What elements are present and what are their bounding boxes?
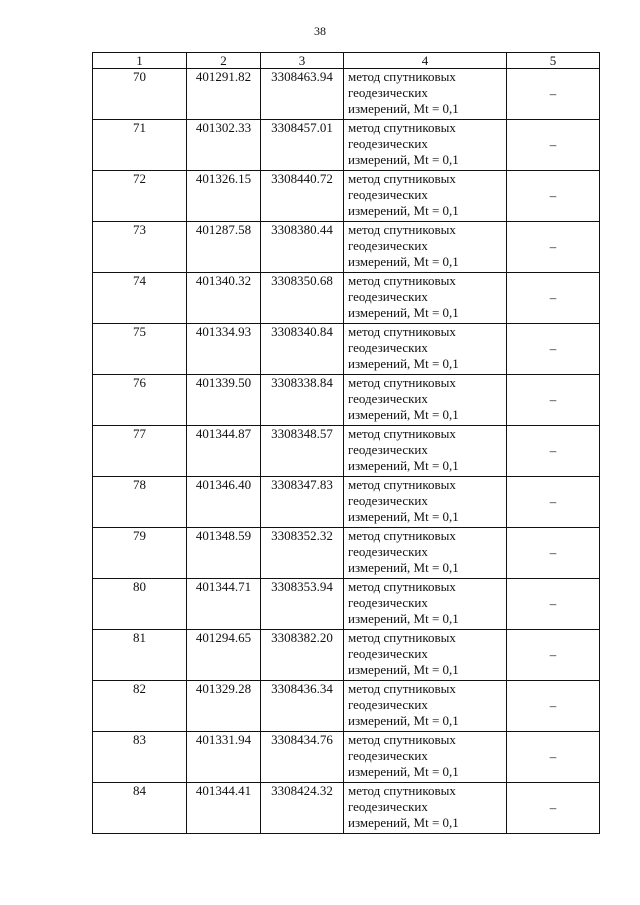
point-number: 73 (93, 222, 187, 273)
table-row (93, 69, 600, 120)
method-line: измерений, Mt = 0,1 (348, 407, 459, 422)
x-coordinate: 401326.15 (187, 171, 261, 222)
column-header: 1 (93, 53, 187, 69)
method-cell (344, 171, 507, 222)
method-line: геодезических (348, 595, 428, 610)
method-line: геодезических (348, 391, 428, 406)
method-cell (344, 783, 507, 834)
method-cell (344, 324, 507, 375)
x-coordinate: 401331.94 (187, 732, 261, 783)
coordinates-table (92, 52, 600, 834)
method-line: метод спутниковых (348, 630, 456, 645)
y-coordinate: 3308463.94 (261, 69, 344, 120)
method-line: геодезических (348, 544, 428, 559)
method-cell (344, 630, 507, 681)
y-coordinate: 3308350.68 (261, 273, 344, 324)
x-coordinate: 401344.87 (187, 426, 261, 477)
note-cell: – (507, 69, 600, 120)
method-line: геодезических (348, 799, 428, 814)
x-coordinate: 401329.28 (187, 681, 261, 732)
point-number: 80 (93, 579, 187, 630)
point-number: 78 (93, 477, 187, 528)
x-coordinate: 401344.71 (187, 579, 261, 630)
y-coordinate: 3308338.84 (261, 375, 344, 426)
method-line: метод спутниковых (348, 120, 456, 135)
point-number: 83 (93, 732, 187, 783)
method-line: измерений, Mt = 0,1 (348, 509, 459, 524)
method-line: геодезических (348, 748, 428, 763)
method-cell (344, 120, 507, 171)
table-row (93, 528, 600, 579)
method-line: измерений, Mt = 0,1 (348, 203, 459, 218)
method-line: геодезических (348, 442, 428, 457)
method-cell (344, 732, 507, 783)
method-line: метод спутниковых (348, 528, 456, 543)
method-line: метод спутниковых (348, 426, 456, 441)
method-line: метод спутниковых (348, 681, 456, 696)
method-line: геодезических (348, 187, 428, 202)
method-line: метод спутниковых (348, 783, 456, 798)
point-number: 81 (93, 630, 187, 681)
table-row (93, 630, 600, 681)
table-row (93, 783, 600, 834)
note-cell: – (507, 120, 600, 171)
method-line: метод спутниковых (348, 273, 456, 288)
point-number: 76 (93, 375, 187, 426)
point-number: 82 (93, 681, 187, 732)
point-number: 70 (93, 69, 187, 120)
y-coordinate: 3308353.94 (261, 579, 344, 630)
table-row (93, 375, 600, 426)
table-row (93, 477, 600, 528)
note-cell: – (507, 171, 600, 222)
point-number: 71 (93, 120, 187, 171)
note-cell: – (507, 783, 600, 834)
x-coordinate: 401294.65 (187, 630, 261, 681)
method-line: метод спутниковых (348, 324, 456, 339)
column-header: 5 (507, 53, 600, 69)
note-cell: – (507, 732, 600, 783)
header-row (93, 53, 600, 69)
method-line: геодезических (348, 697, 428, 712)
x-coordinate: 401287.58 (187, 222, 261, 273)
note-cell: – (507, 222, 600, 273)
method-line: геодезических (348, 85, 428, 100)
method-line: измерений, Mt = 0,1 (348, 815, 459, 830)
column-header: 2 (187, 53, 261, 69)
method-line: метод спутниковых (348, 732, 456, 747)
y-coordinate: 3308424.32 (261, 783, 344, 834)
method-cell (344, 375, 507, 426)
y-coordinate: 3308352.32 (261, 528, 344, 579)
method-line: измерений, Mt = 0,1 (348, 101, 459, 116)
method-line: геодезических (348, 646, 428, 661)
x-coordinate: 401291.82 (187, 69, 261, 120)
method-line: измерений, Mt = 0,1 (348, 152, 459, 167)
table-row (93, 171, 600, 222)
x-coordinate: 401302.33 (187, 120, 261, 171)
method-line: измерений, Mt = 0,1 (348, 458, 459, 473)
column-header: 3 (261, 53, 344, 69)
y-coordinate: 3308340.84 (261, 324, 344, 375)
method-line: метод спутниковых (348, 375, 456, 390)
point-number: 72 (93, 171, 187, 222)
method-cell (344, 681, 507, 732)
note-cell: – (507, 273, 600, 324)
x-coordinate: 401344.41 (187, 783, 261, 834)
y-coordinate: 3308440.72 (261, 171, 344, 222)
table-row (93, 273, 600, 324)
y-coordinate: 3308434.76 (261, 732, 344, 783)
table-row (93, 681, 600, 732)
y-coordinate: 3308348.57 (261, 426, 344, 477)
x-coordinate: 401348.59 (187, 528, 261, 579)
point-number: 84 (93, 783, 187, 834)
method-line: метод спутниковых (348, 222, 456, 237)
method-line: геодезических (348, 493, 428, 508)
note-cell: – (507, 681, 600, 732)
method-line: измерений, Mt = 0,1 (348, 764, 459, 779)
note-cell: – (507, 579, 600, 630)
method-cell (344, 69, 507, 120)
table-row (93, 426, 600, 477)
column-header: 4 (344, 53, 507, 69)
method-line: геодезических (348, 289, 428, 304)
y-coordinate: 3308436.34 (261, 681, 344, 732)
method-line: измерений, Mt = 0,1 (348, 254, 459, 269)
point-number: 74 (93, 273, 187, 324)
method-cell (344, 579, 507, 630)
note-cell: – (507, 324, 600, 375)
table-row (93, 324, 600, 375)
note-cell: – (507, 630, 600, 681)
method-line: измерений, Mt = 0,1 (348, 356, 459, 371)
note-cell: – (507, 426, 600, 477)
table-row (93, 120, 600, 171)
x-coordinate: 401340.32 (187, 273, 261, 324)
method-cell (344, 426, 507, 477)
point-number: 79 (93, 528, 187, 579)
method-cell (344, 477, 507, 528)
page-number: 38 (314, 24, 326, 38)
y-coordinate: 3308380.44 (261, 222, 344, 273)
method-line: измерений, Mt = 0,1 (348, 305, 459, 320)
method-line: измерений, Mt = 0,1 (348, 662, 459, 677)
method-line: геодезических (348, 340, 428, 355)
method-line: метод спутниковых (348, 171, 456, 186)
table-row (93, 579, 600, 630)
method-line: измерений, Mt = 0,1 (348, 713, 459, 728)
note-cell: – (507, 375, 600, 426)
y-coordinate: 3308347.83 (261, 477, 344, 528)
table-row (93, 732, 600, 783)
y-coordinate: 3308382.20 (261, 630, 344, 681)
table-body (93, 69, 600, 834)
point-number: 75 (93, 324, 187, 375)
method-line: метод спутниковых (348, 69, 456, 84)
method-line: геодезических (348, 238, 428, 253)
method-line: геодезических (348, 136, 428, 151)
x-coordinate: 401334.93 (187, 324, 261, 375)
table-row (93, 222, 600, 273)
method-cell (344, 222, 507, 273)
method-cell (344, 528, 507, 579)
note-cell: – (507, 477, 600, 528)
method-cell (344, 273, 507, 324)
method-line: метод спутниковых (348, 579, 456, 594)
x-coordinate: 401339.50 (187, 375, 261, 426)
note-cell: – (507, 528, 600, 579)
method-line: измерений, Mt = 0,1 (348, 611, 459, 626)
y-coordinate: 3308457.01 (261, 120, 344, 171)
table-header (93, 53, 600, 69)
point-number: 77 (93, 426, 187, 477)
method-line: метод спутниковых (348, 477, 456, 492)
x-coordinate: 401346.40 (187, 477, 261, 528)
method-line: измерений, Mt = 0,1 (348, 560, 459, 575)
